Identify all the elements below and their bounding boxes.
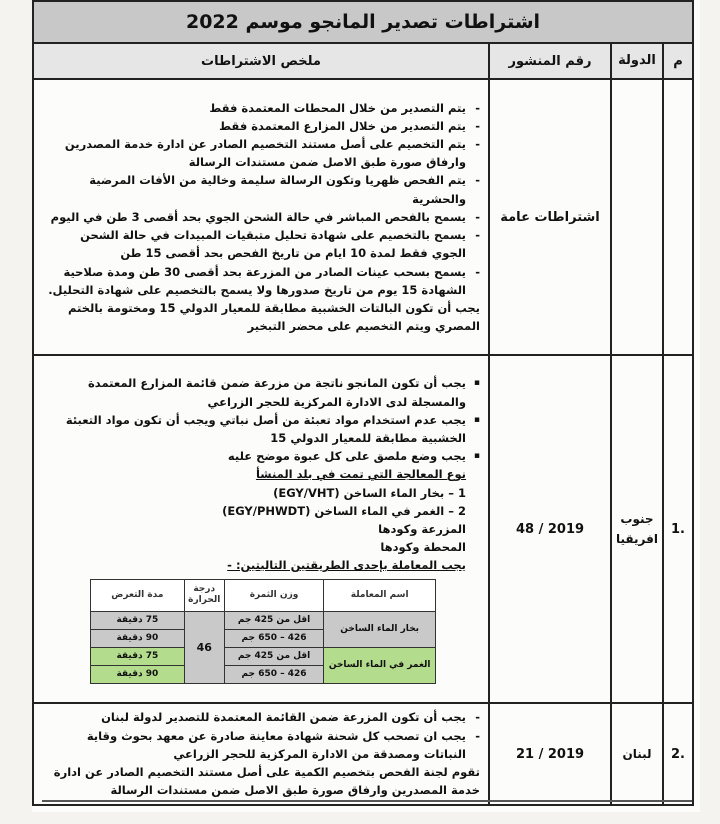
publication-number: 2019 / 48: [489, 355, 611, 703]
general-item: - يسمح بالتخصيم على شهادة تحليل متبقيات المبيدات في حالة الشحن الجوي فقط لمدة 10 ايام من تاريخ الفحص بحد أقصى 15 طن: [42, 226, 480, 262]
weight-cell: اقل من 425 جم: [224, 611, 324, 629]
weight-cell: 426 – 650 جم: [224, 665, 324, 683]
sa-item: ▪ يجب أن تكون المانجو ناتجة من مزرعة ضمن قائمة المزارع المعتمدة والمسجلة لدى الادارة المركزية للحجر الزراعي: [42, 374, 480, 410]
farm-code: المزرعة وكودها: [378, 522, 466, 536]
general-item: - يسمح بسحب عينات الصادر من المزرعة بحد أقصى 30 طن ومدة صلاحية الشهادة 15 يوم من تاريخ صدورها ولا يسمح بالتخصيم على شهادة التحليل.: [42, 263, 480, 299]
general-label: اشتراطات عامة: [489, 79, 611, 355]
header-num: م: [663, 43, 693, 79]
duration-cell: 75 دقيقة: [91, 611, 185, 629]
lebanon-item: - يجب ان تصحب كل شحنة شهادة معاينة صادرة عن معهد بحوث وقاية النباتات ومصدقة من الادارة المركزية للحجر الزراعي: [42, 727, 480, 763]
table-row: [91, 611, 436, 629]
south-africa-row: [33, 355, 693, 703]
row-num: .2: [663, 703, 693, 805]
treatment-name: بخار الماء الساخن: [324, 611, 436, 647]
lebanon-row: [33, 703, 693, 805]
general-footer: يجب أن تكون البالتات الخشبية مطابقة للمعيار الدولي 15 ومختومة بالختم المصري ويتم التخصيم على محضر التبخير: [68, 300, 480, 334]
sa-item: ▪ يجب عدم استخدام مواد تعبئة من أصل نباتي ويجب أن تكون مواد التعبئة الخشبية مطابقة للمعيار الدولي 15: [42, 411, 480, 447]
country-name: جنوب افريقيا: [611, 355, 663, 703]
station-code: المحطة وكودها: [380, 540, 466, 555]
treatment-option: 2 – الغمر في الماء الساخن (EGY/PHWDT): [222, 503, 466, 518]
header-summary: ملخص الاشتراطات: [33, 43, 489, 79]
south-africa-summary: [33, 355, 489, 703]
sa-item: ▪ يجب وضع ملصق على كل عبوة موضح عليه: [42, 447, 480, 465]
lebanon-item: - يجب أن تكون المزرعة ضمن القائمة المعتمدة للتصدير لدولة لبنان: [42, 708, 480, 726]
bottom-divider: [42, 800, 692, 802]
general-item: - يتم الفحص ظهريا وتكون الرسالة سليمة وخالية من الأفات المرضية والحشرية: [42, 171, 480, 207]
lebanon-footer: تقوم لجنة الفحص بتخصيم الكمية على أصل مستند التخصيم الصادر عن ادارة خدمة المصدرين وارفاق صورة طبق الاصل ضمن مستندات الرسالة: [53, 765, 480, 798]
lebanon-summary: [33, 703, 489, 805]
duration-cell: 75 دقيقة: [91, 647, 185, 665]
table-header-row: [33, 43, 693, 79]
col-duration: مدة التعرض: [91, 579, 185, 611]
treatment-name: الغمر في الماء الساخن: [324, 647, 436, 683]
table-row: [91, 647, 436, 665]
treatment-table-header: [91, 579, 436, 611]
header-country: الدولة: [611, 43, 663, 79]
col-temp: درجة الحرارة: [184, 579, 224, 611]
duration-cell: 90 دقيقة: [91, 665, 185, 683]
publication-number: 2019 / 21: [489, 703, 611, 805]
treatment-heading: نوع المعالجة التي تمت في بلد المنشأ: [255, 467, 466, 482]
page-title: اشتراطات تصدير المانجو موسم 2022: [33, 1, 693, 43]
temperature-cell: 46: [184, 611, 224, 683]
general-item: - يتم التخصيم على أصل مستند التخصيم الصادر عن ادارة خدمة المصدرين وارفاق صورة طبق الاصل ضمن مستندات الرسالة: [42, 135, 480, 171]
weight-cell: 426 – 650 جم: [224, 629, 324, 647]
requirements-table: [32, 0, 694, 806]
header-publication: رقم المنشور: [489, 43, 611, 79]
general-summary: [33, 79, 489, 355]
treatment-table: [90, 579, 436, 684]
country-name: لبنان: [611, 703, 663, 805]
treatment-option: 1 – بخار الماء الساخن (EGY/VHT): [273, 485, 466, 500]
general-row: [33, 79, 693, 355]
general-item: - يسمح بالفحص المباشر في حالة الشحن الجوي بحد أقصى 3 طن في اليوم: [42, 208, 480, 226]
row-num: .1: [663, 355, 693, 703]
document-page: [32, 0, 700, 812]
col-weight: وزن الثمرة: [224, 579, 324, 611]
general-item: - يتم التصدير من خلال المحطات المعتمدة فقط: [42, 99, 480, 117]
general-item: - يتم التصدير من خلال المزارع المعتمدة فقط: [42, 117, 480, 135]
method-note: يجب المعاملة بإحدى الطريقتين التاليتين: -: [227, 558, 466, 573]
weight-cell: اقل من 425 جم: [224, 647, 324, 665]
duration-cell: 90 دقيقة: [91, 629, 185, 647]
col-treatment: اسم المعاملة: [324, 579, 436, 611]
